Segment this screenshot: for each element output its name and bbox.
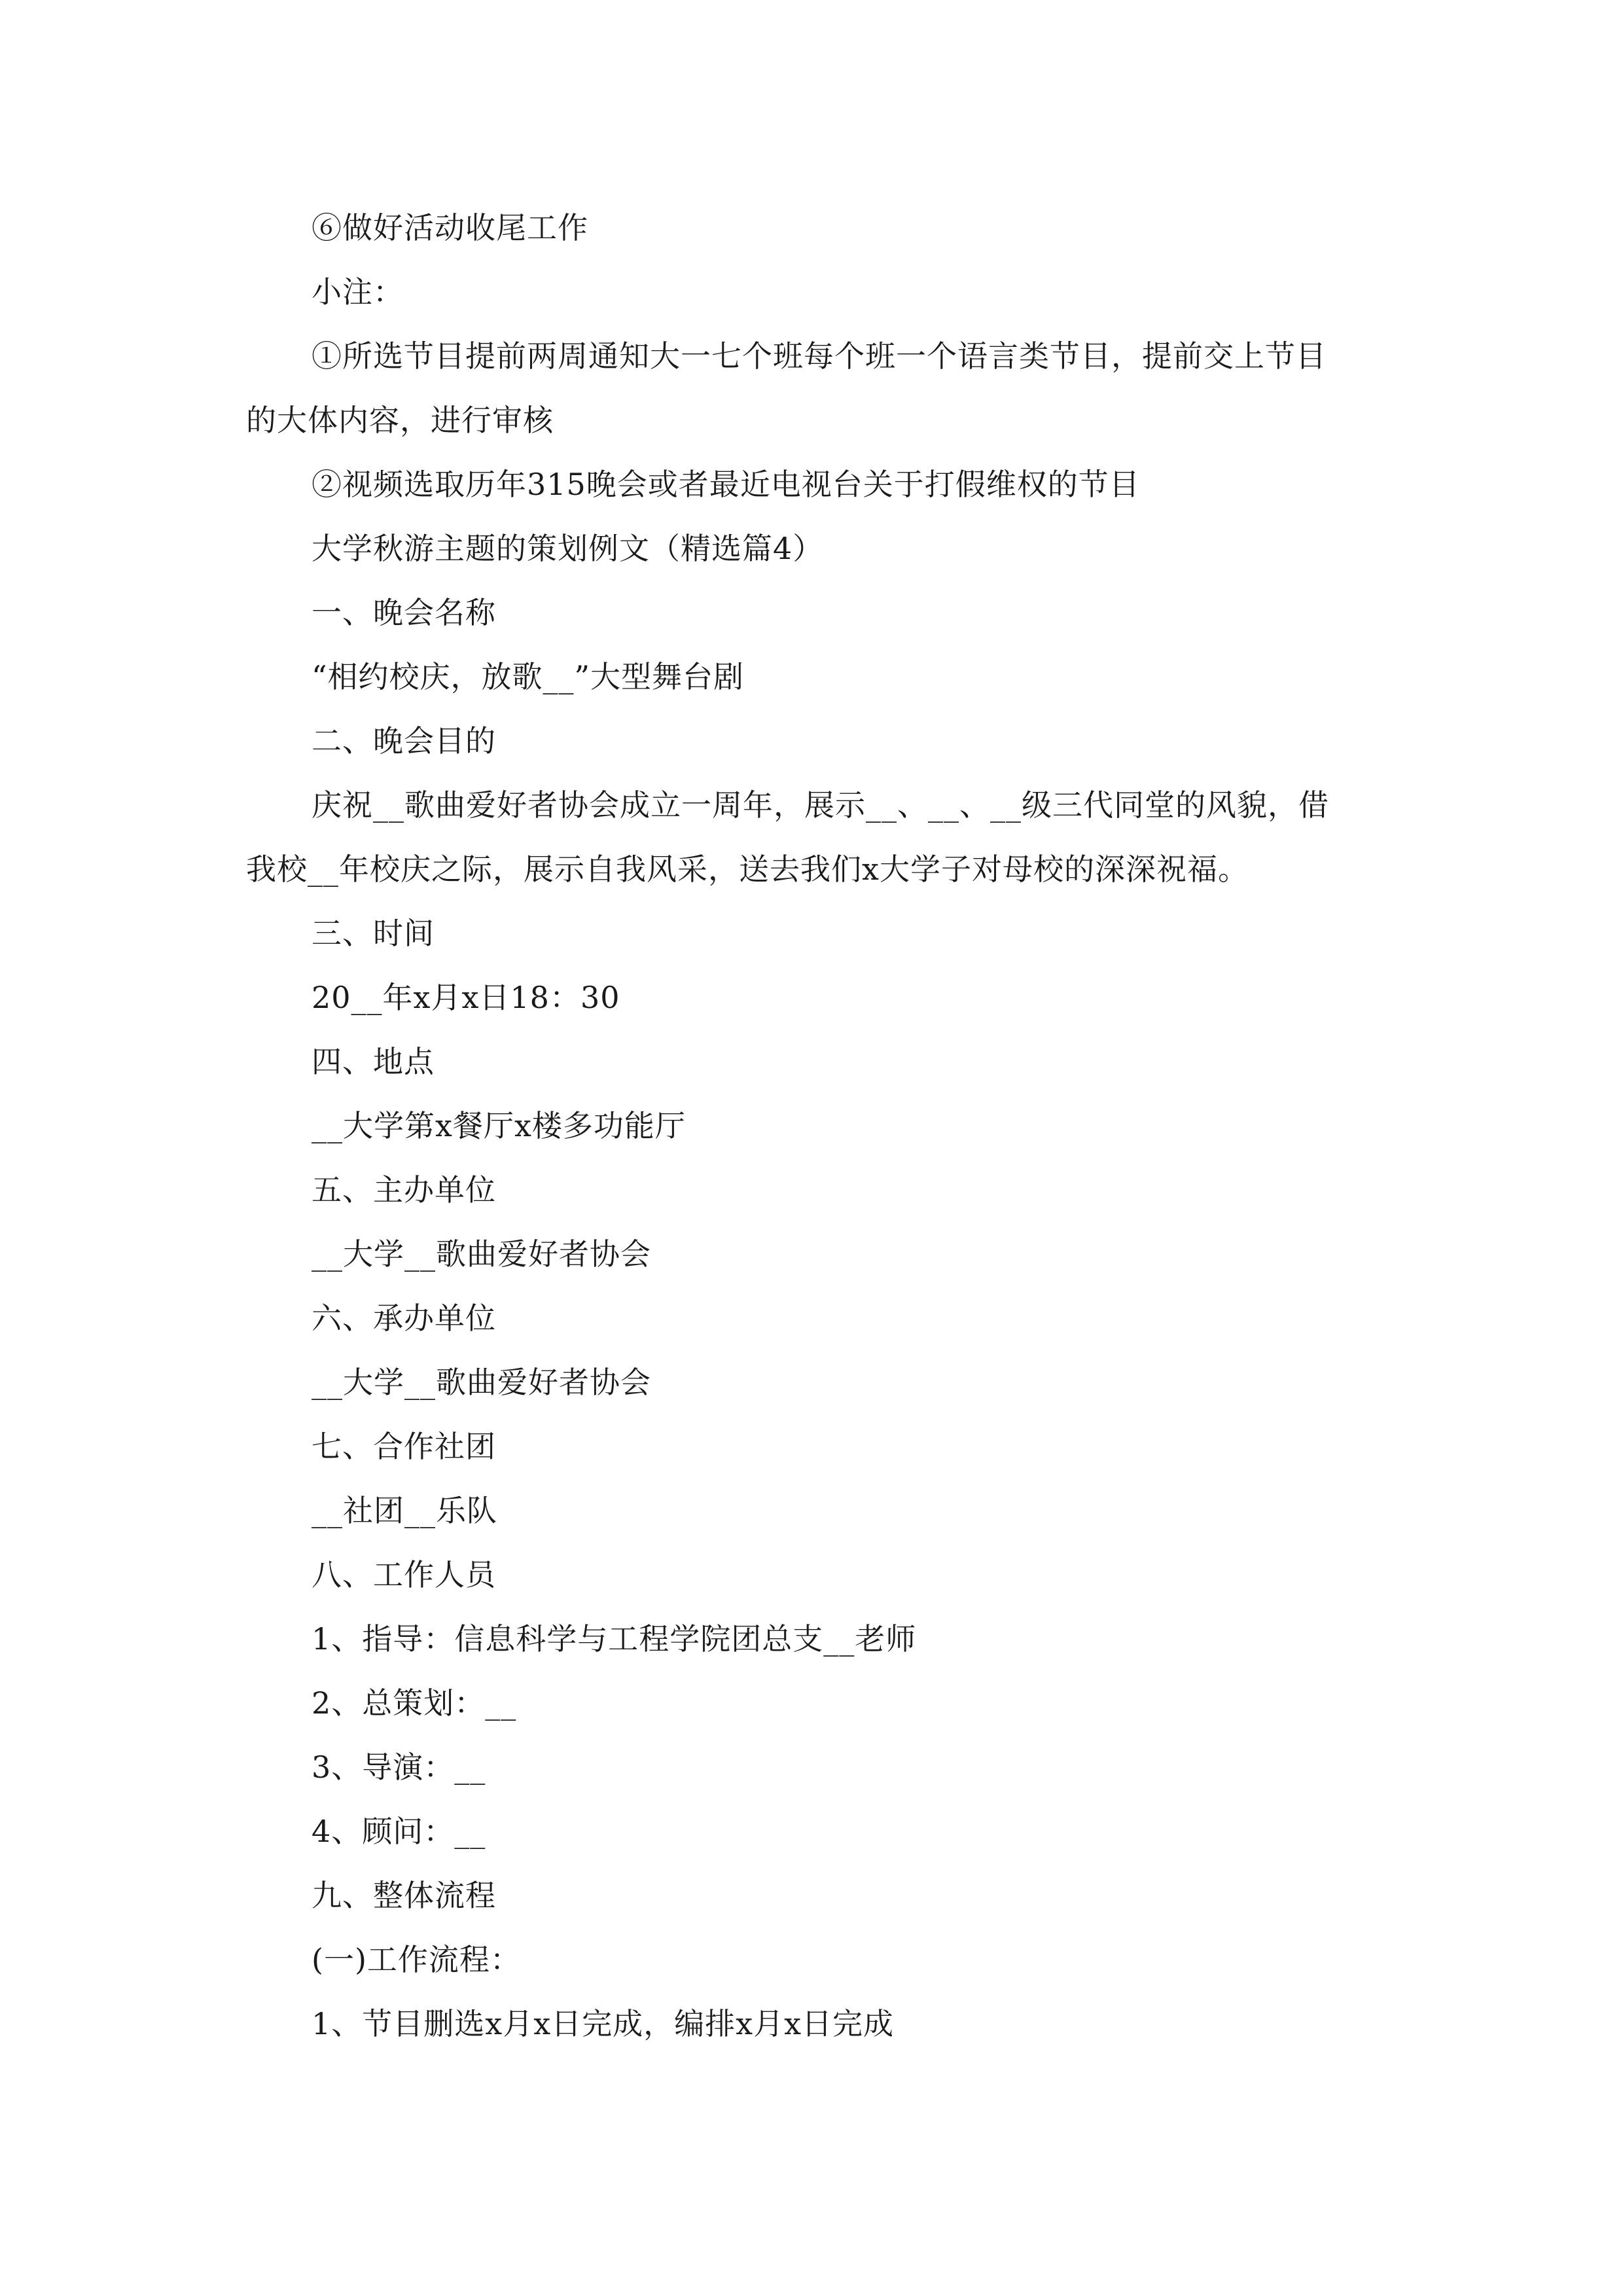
section-title: 大学秋游主题的策划例文（精选篇4） (312, 531, 824, 566)
heading-party-name: 一、晚会名称 (312, 595, 496, 630)
text-line-note-1: ①所选节目提前两周通知大一七个班每个班一个语言类节目，提前交上节目 (312, 338, 1327, 374)
heading-process: 九、整体流程 (312, 1878, 496, 1913)
text-party-purpose: 庆祝__歌曲爱好者协会成立一周年，展示__、__、__级三代同堂的风貌，借 (312, 787, 1329, 823)
text-time: 20__年x月x日18：30 (312, 980, 620, 1015)
text-staff-director: 3、导演：__ (312, 1749, 486, 1785)
heading-organizer: 六、承办单位 (312, 1300, 496, 1336)
text-workflow-1: 1、节目删选x月x日完成，编排x月x日完成 (312, 2006, 895, 2041)
text-line-note-1-cont: 的大体内容，进行审核 (246, 403, 554, 438)
heading-staff: 八、工作人员 (312, 1557, 496, 1592)
text-staff-advisor: 1、指导：信息科学与工程学院团总支__老师 (312, 1621, 917, 1657)
heading-party-purpose: 二、晚会目的 (312, 723, 496, 759)
heading-host: 五、主办单位 (312, 1172, 496, 1208)
text-line-note-heading: 小注： (312, 274, 404, 310)
heading-workflow: (一)工作流程： (312, 1942, 521, 1977)
text-party-purpose-cont: 我校__年校庆之际，展示自我风采，送去我们x大学子对母校的深深祝福。 (246, 852, 1249, 887)
text-organizer: __大学__歌曲爱好者协会 (312, 1365, 651, 1400)
heading-partners: 七、合作社团 (312, 1429, 496, 1464)
heading-location: 四、地点 (312, 1044, 435, 1079)
text-line-task-6: ⑥做好活动收尾工作 (312, 210, 588, 245)
heading-time: 三、时间 (312, 916, 435, 951)
text-staff-planner: 2、总策划：__ (312, 1685, 517, 1721)
text-party-name: “相约校庆，放歌__”大型舞台剧 (312, 659, 745, 694)
text-host: __大学__歌曲爱好者协会 (312, 1236, 651, 1272)
text-line-note-2: ②视频选取历年315晚会或者最近电视台关于打假维权的节目 (312, 467, 1140, 502)
text-location: __大学第x餐厅x楼多功能厅 (312, 1108, 686, 1143)
text-staff-consultant: 4、顾问：__ (312, 1814, 486, 1849)
text-partners: __社团__乐队 (312, 1493, 497, 1528)
